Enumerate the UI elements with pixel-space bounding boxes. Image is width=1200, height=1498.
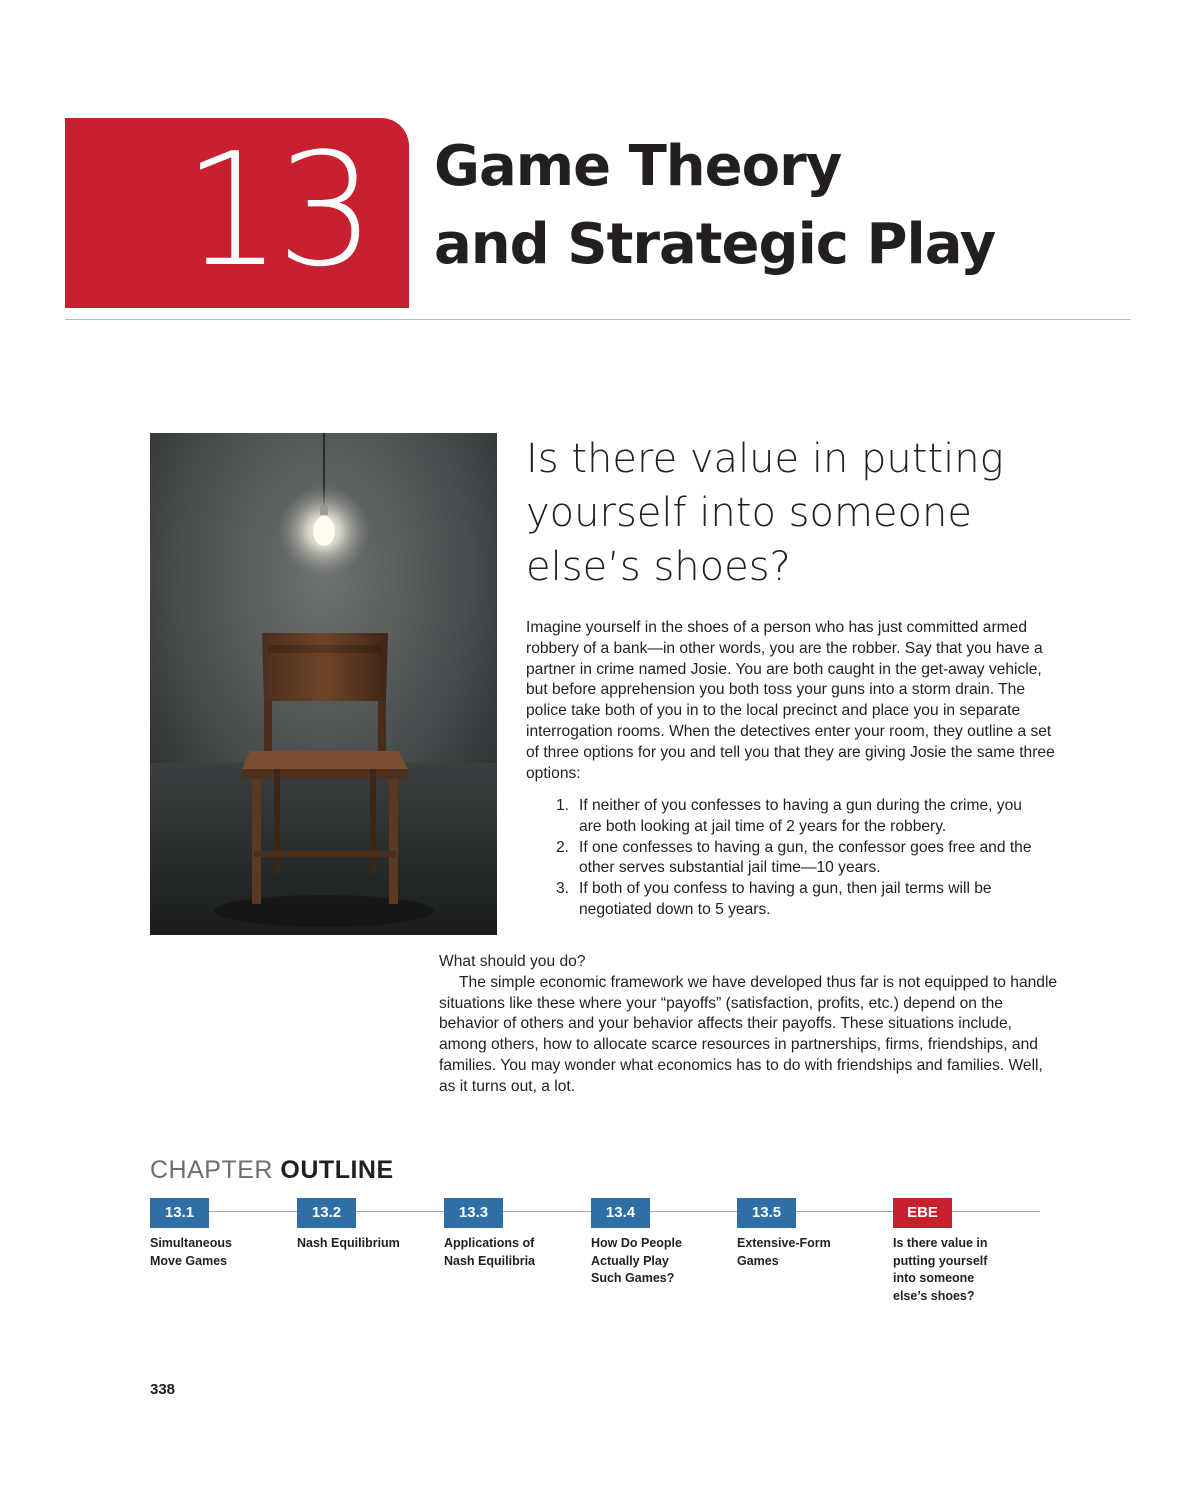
list-item-text: If both of you confess to having a gun, then jail terms will be negotiated down to 5 years. xyxy=(579,880,992,918)
outline-item-ebe[interactable] xyxy=(893,1198,1033,1305)
title-divider xyxy=(65,319,1131,320)
outline-heading-bold: OUTLINE xyxy=(280,1156,394,1184)
chapter-number-block xyxy=(65,118,409,308)
outline-label: Simultaneous Move Games xyxy=(150,1236,232,1268)
list-item-text: If one confesses to having a gun, the confessor goes free and the other serves substantial jail time—10 years. xyxy=(579,838,1032,877)
outline-item-13-3[interactable] xyxy=(444,1198,584,1270)
options-list xyxy=(556,796,1036,921)
chapter-title-line-1: Game Theory xyxy=(434,134,842,199)
chapter-title xyxy=(434,128,995,284)
outline-badge: 13.2 xyxy=(297,1198,356,1228)
outline-label: How Do People Actually Play Such Games? xyxy=(591,1236,682,1285)
outline-item-13-1[interactable] xyxy=(150,1198,290,1270)
chapter-question-line-1: Is there value in putting xyxy=(526,436,1004,482)
list-item xyxy=(556,796,1036,838)
what-should-you-do: What should you do? xyxy=(439,953,586,970)
chapter-question-line-2: yourself into someone xyxy=(526,490,972,536)
outline-label: Extensive-Form Games xyxy=(737,1236,831,1268)
list-item xyxy=(556,879,1036,921)
outline-item-13-4[interactable] xyxy=(591,1198,731,1288)
list-item xyxy=(556,838,1036,880)
outline-badge: 13.5 xyxy=(737,1198,796,1228)
chapter-outline-heading xyxy=(150,1155,394,1185)
chapter-title-line-2: and Strategic Play xyxy=(434,212,996,277)
intro-paragraph: Imagine yourself in the shoes of a person who has just committed armed robbery of a bank—in other words, you are the robber. Say that you have a partner in crime named Josie. You are both caught in the get-away vehicle, but before apprehension you both toss your guns into a storm drain. The police take both of you in to the local precinct and place you in separate interrogation rooms. When the detectives enter your room, they outline a set of three options for you and tell you that they are giving Josie the same three options: xyxy=(526,619,1055,782)
chapter-number: 13 xyxy=(183,119,370,301)
outline-label: Nash Equilibrium xyxy=(297,1236,400,1250)
outline-badge: EBE xyxy=(893,1198,952,1228)
outline-badge: 13.1 xyxy=(150,1198,209,1228)
outline-item-13-2[interactable] xyxy=(297,1198,437,1253)
outline-badge: 13.3 xyxy=(444,1198,503,1228)
outline-badge: 13.4 xyxy=(591,1198,650,1228)
page-number: 338 xyxy=(150,1381,176,1398)
outline-item-13-5[interactable] xyxy=(737,1198,877,1270)
framework-paragraph: The simple economic framework we have developed thus far is not equipped to handle situations like these where your “payoffs” (satisfaction, profits, etc.) depend on the behavior of others and your behavior affects their payoffs. These situations include, among others, how to allocate scarce resources in partnerships, firms, friendships, and families. You may wonder what economics has to do with friendships and families. Well, as it turns out, a lot. xyxy=(439,973,1058,1095)
chapter-question-line-3: else’s shoes? xyxy=(526,544,791,590)
outline-label: Is there value in putting yourself into someone else’s shoes? xyxy=(893,1236,988,1303)
list-item-text: If neither of you confesses to having a gun during the crime, you are both looking at jail time of 2 years for the robbery. xyxy=(579,797,1022,835)
list-item-number: 3. xyxy=(556,880,570,898)
chapter-question xyxy=(526,432,1086,594)
chair-photo xyxy=(150,433,497,935)
after-list-text xyxy=(439,952,1059,1098)
list-item-number: 1. xyxy=(556,797,570,814)
outline-heading-light: CHAPTER xyxy=(150,1156,273,1184)
outline-label: Applications of Nash Equilibria xyxy=(444,1236,535,1268)
list-item-number: 2. xyxy=(556,838,570,856)
